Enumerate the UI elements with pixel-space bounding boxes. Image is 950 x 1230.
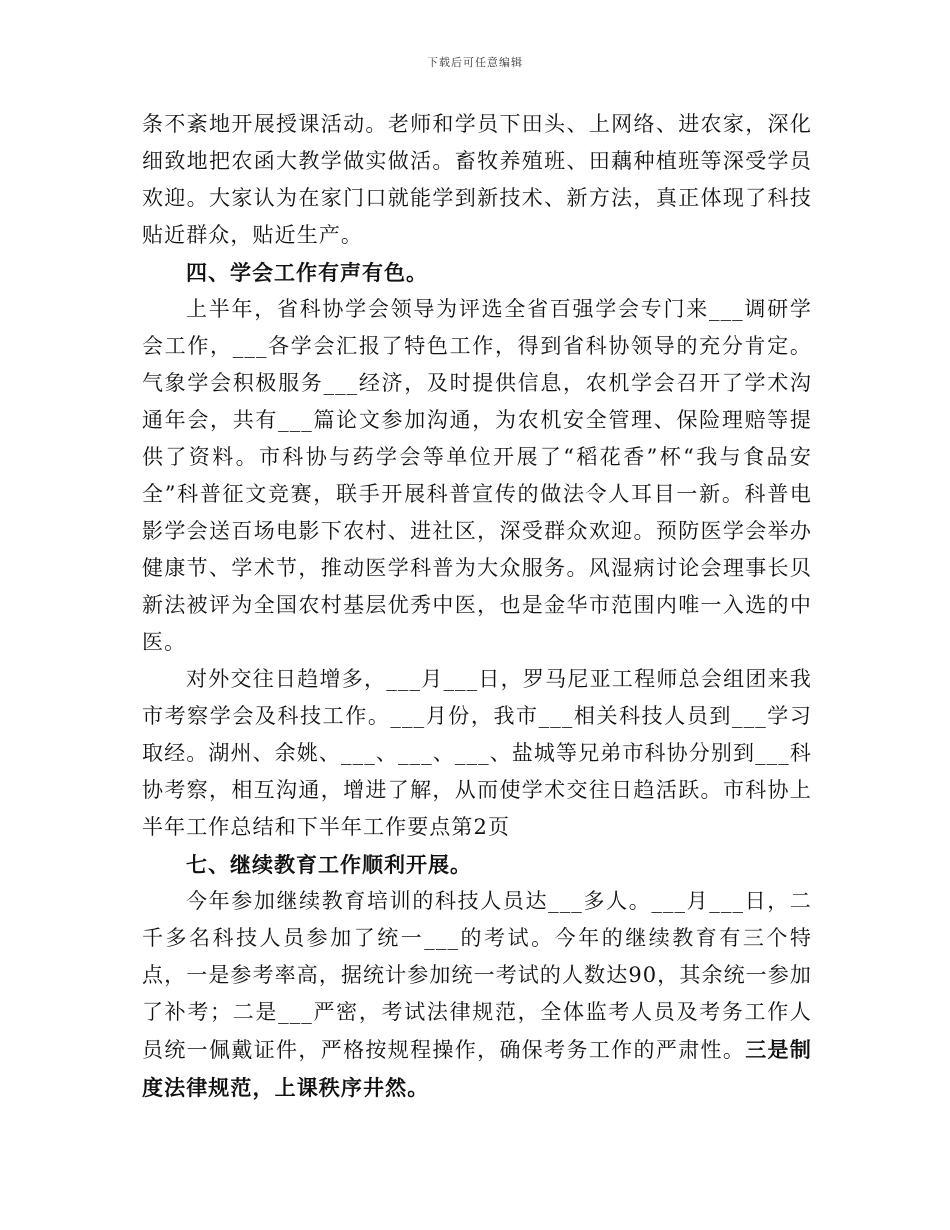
paragraph-society-work: 上半年，省科协学会领导为评选全省百强学会专门来___调研学会工作，___各学会汇报了特色工作，得到省科协领导的充分肯定。气象学会积极服务___经济，及时提供信息，农机学会召开了学术沟通年会，共有___篇论文参加沟通，为农机安全管理、保险理赔等提供了资料。市科协与药学会等单位开展了“稻花香”杯“我与食品安全”科普征文竞赛，联手开展科普宣传的做法令人耳目一新。科普电影学会送百场电影下农村、进社区，深受群众欢迎。预防医学会举办健康节、学术节，推动医学科普为大众服务。风湿病讨论会理事长贝新法被评为全国农村基层优秀中医，也是金华市范围内唯一入选的中医。 [142,297,812,654]
section-heading-4: 四、学会工作有声有色。 [186,260,428,285]
paragraph-continuation: 条不紊地开展授课活动。老师和学员下田头、上网络、进农家，深化细致地把农函大教学做实做活。畜牧养殖班、田藕种植班等深受学员欢迎。大家认为在家门口就能学到新技术、新方法，真正体现了科技贴近群众，贴近生产。 [142,112,812,247]
page-header: 下载后可任意编辑 [427,56,523,69]
document-body [142,106,812,1107]
paragraph-continuing-education [142,883,812,1107]
paragraph-bold-text: 三是制度法律规范，上课秩序井然。 [142,1037,812,1100]
paragraph-text: 今年参加继续教育培训的科技人员达___多人。___月___日，二千多名科技人员参加了统一___的考试。今年的继续教育有三个特点，一是参考率高，据统计参加统一考试的人数达90，其余统一参加了补考；二是___严密，考试法律规范，全体监考人员及考务工作人员统一佩戴证件，严格按规程操作，确保考务工作的严肃性。 [142,889,812,1062]
paragraph-external-exchange: 对外交往日趋增多，___月___日，罗马尼亚工程师总会组团来我市考察学会及科技工作。___月份，我市___相关科技人员到___学习取经。湖州、余姚、___、___、___、盐城等兄弟市科协分别到___科协考察，相互沟通，增进了解，从而使学术交往日趋活跃。市科协上半年工作总结和下半年工作要点第2页 [142,667,812,839]
section-heading-7: 七、继续教育工作顺利开展。 [186,852,472,877]
